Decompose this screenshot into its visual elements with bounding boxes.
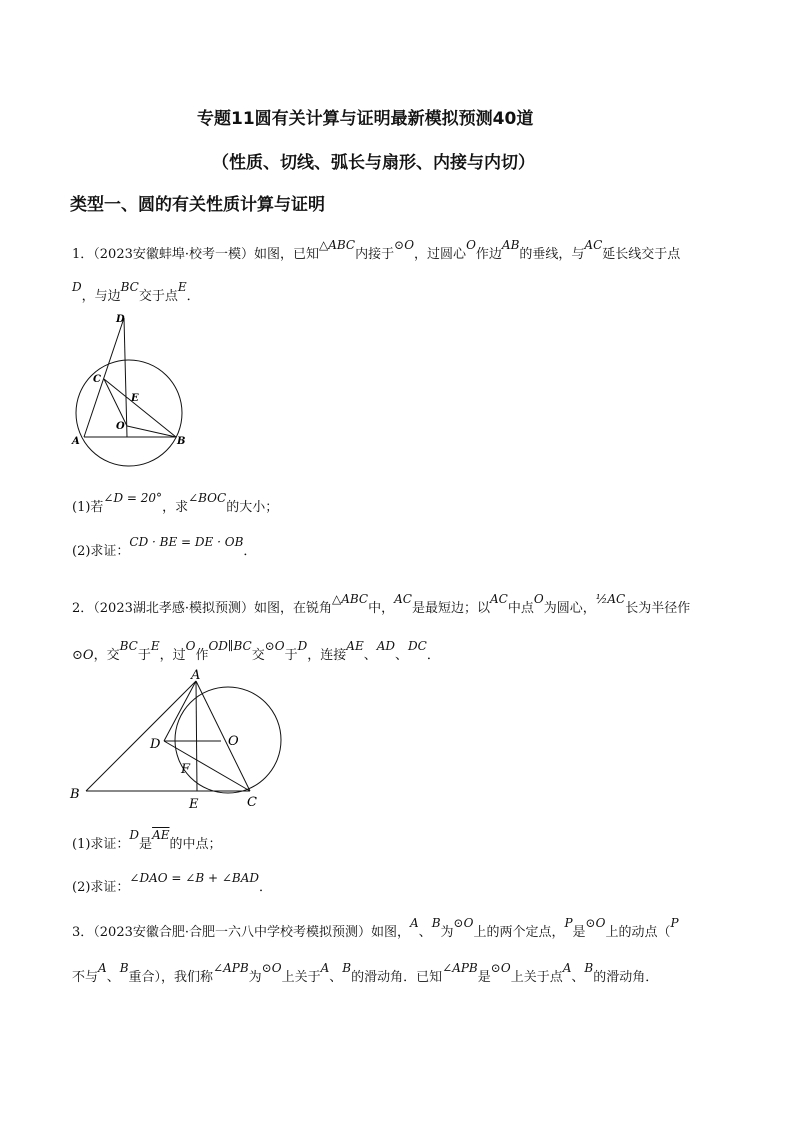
q2-segment: AC: [394, 592, 412, 606]
q2-text: (1)求证：: [72, 837, 130, 852]
q1-point: E: [177, 280, 187, 294]
q2-label-F: F: [181, 762, 191, 777]
q1-text: ，过圆心: [414, 247, 467, 262]
q3-point: A: [562, 961, 572, 975]
page-subtitle: （性质、切线、弧长与扇形、内接与内切）: [212, 153, 535, 173]
q2-text: 、: [395, 648, 409, 663]
q3-point: P: [564, 916, 573, 930]
q2-label-E: E: [189, 797, 199, 812]
q3-text: 上的两个定点，: [473, 925, 565, 940]
q1-text: ，求: [162, 500, 189, 515]
q1-segment: AC: [584, 238, 603, 252]
q1-text: ，与边: [81, 289, 121, 304]
q2-text: 中，: [368, 601, 395, 616]
q2-text: 于: [284, 648, 298, 663]
q2-text: 交: [251, 648, 265, 663]
q2-text: ，连接: [307, 648, 347, 663]
q2-text: 是最短边；以: [412, 601, 491, 616]
q2-triangle: △ABC: [332, 592, 369, 606]
q2-point: O: [533, 592, 544, 606]
q3-text: 、: [106, 970, 120, 985]
q2-segment: BC: [119, 639, 138, 653]
q1-label-O: O: [116, 421, 125, 432]
q3-point: B: [584, 961, 594, 975]
q3-circle: ⊙O: [453, 916, 474, 930]
q1-text: ．: [186, 289, 200, 304]
q3-text: 上的动点（: [605, 925, 671, 940]
q2-half-ac: ½AC: [595, 592, 626, 606]
q2-line2: [72, 639, 440, 666]
q2-text: ，过: [159, 648, 186, 663]
q3-angle: ∠APB: [442, 961, 478, 975]
q2-text: ．: [259, 880, 273, 895]
q1-text: 的大小；: [226, 500, 279, 515]
q3-point: A: [320, 961, 330, 975]
q2-text: 、: [363, 648, 377, 663]
q2-segment: AC: [490, 592, 508, 606]
q2-label-C: C: [247, 795, 257, 810]
q2-text: ．: [426, 648, 440, 663]
q3-circle: ⊙O: [585, 916, 606, 930]
q3-text: 上关于点: [510, 970, 563, 985]
q1-text: 的垂线，与: [519, 247, 585, 262]
q2-arc: $\overline{AE}$: [152, 828, 170, 842]
q3-line1: [72, 916, 679, 943]
q2-point: O: [185, 639, 196, 653]
q3-text: 、: [329, 970, 343, 985]
q1-label-E: E: [131, 393, 139, 404]
q2-equation: ∠DAO = ∠B + ∠BAD: [129, 871, 260, 885]
q3-text: 为: [248, 970, 262, 985]
q3-angle: ∠APB: [213, 961, 249, 975]
q1-point: O: [466, 238, 476, 252]
q1-label-C: C: [93, 374, 101, 385]
q3-point: B: [431, 916, 441, 930]
q3-point: A: [98, 961, 107, 975]
q1-part1: [72, 491, 279, 518]
q1-text: ．: [243, 544, 257, 559]
q2-text: 于: [137, 648, 151, 663]
q1-circle: ⊙O: [394, 238, 415, 252]
q3-text: 是: [477, 970, 491, 985]
q1-text: 内接于: [355, 247, 395, 262]
q2-label-B: B: [70, 787, 80, 802]
q1-equation: CD · BE = DE · OB: [129, 535, 244, 549]
q1-text: 交于点: [138, 289, 178, 304]
q1-label-B: B: [177, 436, 186, 447]
q2-part1: [72, 828, 222, 855]
q2-label-O: O: [228, 734, 239, 749]
q1-label-A: A: [72, 436, 80, 447]
q2-label-A: A: [191, 668, 201, 683]
page-title: 专题11圆有关计算与证明最新模拟预测40道: [197, 109, 534, 129]
q1-text: 作边: [475, 247, 502, 262]
q2-circle: ⊙O: [72, 648, 94, 663]
q1-line1: [72, 238, 681, 265]
q1-label-D: D: [116, 314, 125, 325]
q3-point: P: [670, 916, 679, 930]
section-heading: 类型一、圆的有关性质计算与证明: [70, 195, 325, 215]
q3-text: 是: [572, 925, 586, 940]
q3-text: 的滑动角．: [593, 970, 659, 985]
q2-seg-BA: [86, 681, 196, 791]
q2-label-D: D: [150, 737, 161, 752]
q3-text: 的滑动角．已知: [351, 970, 443, 985]
q2-text: 为圆心，: [543, 601, 596, 616]
q1-text: (1)若: [72, 500, 104, 515]
q2-segment: DC: [408, 639, 427, 653]
q2-text: 中点: [507, 601, 534, 616]
q3-line2: [72, 961, 659, 988]
q3-circle: ⊙O: [490, 961, 511, 975]
q2-text: ，交: [93, 648, 120, 663]
q3-source: 3．（2023安徽合肥·合肥一六八中学校考模拟预测）如图，: [72, 925, 410, 940]
q1-angle: ∠BOC: [188, 491, 227, 505]
q1-segment: BC: [120, 280, 139, 294]
q2-point: E: [150, 639, 160, 653]
q3-circle: ⊙O: [261, 961, 282, 975]
q3-text: 、: [571, 970, 585, 985]
q2-circle: ⊙O: [264, 639, 285, 653]
q3-point: A: [410, 916, 419, 930]
q2-seg-AD: [164, 681, 196, 741]
q1-seg-CO: [104, 379, 127, 426]
q3-text: 上关于: [281, 970, 321, 985]
q1-triangle: △ABC: [319, 238, 356, 252]
q2-segment: AD: [376, 639, 396, 653]
q1-segment: AB: [501, 238, 520, 252]
q3-text: 不与: [72, 970, 99, 985]
q2-text: 是: [139, 837, 153, 852]
q2-segment: AE: [346, 639, 364, 653]
q2-source: 2．（2023湖北孝感·模拟预测）如图，在锐角: [72, 601, 332, 616]
q1-part2: [72, 535, 257, 562]
q1-seg-DO: [124, 318, 127, 437]
q2-parallel: OD∥BC: [208, 639, 252, 653]
q1-point: D: [72, 280, 82, 294]
q2-text: 的中点；: [169, 837, 222, 852]
q3-point: B: [342, 961, 352, 975]
q2-point: D: [129, 828, 140, 842]
q2-text: (2)求证：: [72, 880, 130, 895]
q2-line1: [72, 592, 691, 619]
q2-part2: [72, 871, 273, 898]
q1-line2: [72, 280, 200, 307]
q1-text: (2)求证：: [72, 544, 130, 559]
q2-point: D: [297, 639, 308, 653]
q3-text: 重合），我们称: [128, 970, 214, 985]
q3-text: 、: [418, 925, 432, 940]
q1-seg-CB: [104, 379, 176, 437]
q1-figure: [66, 306, 196, 472]
q2-figure: [66, 668, 286, 814]
q2-text: 作: [195, 648, 209, 663]
q3-point: B: [119, 961, 129, 975]
q3-text: 为: [440, 925, 454, 940]
q1-angle: ∠D = 20°: [103, 491, 163, 505]
q2-text: 长为半径作: [625, 601, 691, 616]
q1-source: 1．（2023安徽蚌埠·校考一模）如图，已知: [72, 247, 319, 262]
q2-seg-AC: [196, 681, 250, 791]
q1-text: 延长线交于点: [602, 247, 681, 262]
